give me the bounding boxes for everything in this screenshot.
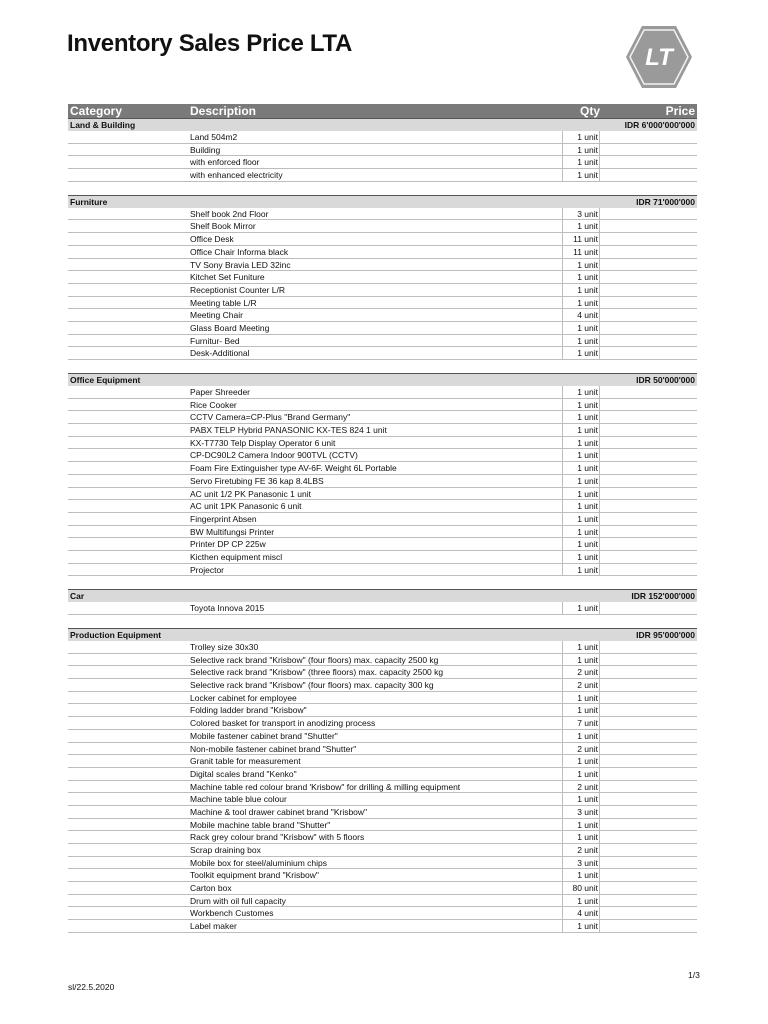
lt-logo xyxy=(625,24,693,90)
item-qty: 1 unit xyxy=(562,399,600,411)
item-description: Workbench Customes xyxy=(190,908,274,919)
category-name: Office Equipment xyxy=(70,375,141,385)
item-description: AC unit 1/2 PK Panasonic 1 unit xyxy=(190,488,311,499)
table-row xyxy=(68,131,697,144)
item-description: Machine & tool drawer cabinet brand "Krisbow" xyxy=(190,806,368,817)
table-row xyxy=(68,513,697,526)
table-row xyxy=(68,475,697,488)
item-qty: 1 unit xyxy=(562,538,600,550)
category-price: IDR 6'000'000'000 xyxy=(624,120,695,130)
section xyxy=(68,589,697,615)
section xyxy=(68,373,697,576)
item-qty: 1 unit xyxy=(562,526,600,538)
item-qty: 1 unit xyxy=(562,831,600,843)
item-qty: 1 unit xyxy=(562,564,600,576)
header-description: Description xyxy=(190,104,257,118)
item-qty: 7 unit xyxy=(562,717,600,729)
table-row xyxy=(68,882,697,895)
item-qty: 1 unit xyxy=(562,271,600,283)
item-description: Meeting table L/R xyxy=(190,297,257,308)
item-description: Fingerprint Absen xyxy=(190,513,257,524)
item-description: Office Chair Informa black xyxy=(190,246,289,257)
item-description: Printer DP CP 225w xyxy=(190,539,266,550)
table-row xyxy=(68,347,697,360)
item-description: PABX TELP Hybrid PANASONIC KX-TES 824 1 unit xyxy=(190,425,387,436)
table-row xyxy=(68,768,697,781)
item-description: Land 504m2 xyxy=(190,132,238,142)
item-description: Trolley size 30x30 xyxy=(190,642,259,652)
item-description: Office Desk xyxy=(190,234,234,245)
table-row xyxy=(68,857,697,870)
item-description: CP-DC90L2 Camera Indoor 900TVL (CCTV) xyxy=(190,450,358,461)
table-row xyxy=(68,538,697,551)
item-qty: 1 unit xyxy=(562,322,600,334)
table-row xyxy=(68,297,697,310)
item-qty: 3 unit xyxy=(562,806,600,818)
item-qty: 1 unit xyxy=(562,704,600,716)
inventory-table xyxy=(68,118,697,946)
table-row xyxy=(68,386,697,399)
table-row xyxy=(68,309,697,322)
item-description: TV Sony Bravia LED 32inc xyxy=(190,259,291,270)
table-row xyxy=(68,322,697,335)
table-row xyxy=(68,781,697,794)
item-qty: 2 unit xyxy=(562,781,600,793)
table-row xyxy=(68,437,697,450)
table-row xyxy=(68,526,697,539)
category-name: Furniture xyxy=(70,196,108,207)
category-row xyxy=(68,373,697,386)
item-qty: 1 unit xyxy=(562,284,600,296)
header-price: Price xyxy=(665,104,695,118)
table-row xyxy=(68,730,697,743)
table-header xyxy=(68,104,697,118)
item-qty: 1 unit xyxy=(562,755,600,767)
item-description: Shelf Book Mirror xyxy=(190,221,256,232)
item-qty: 1 unit xyxy=(562,895,600,907)
item-qty: 1 unit xyxy=(562,730,600,742)
item-description: Folding ladder brand "Krisbow" xyxy=(190,705,307,716)
table-row xyxy=(68,144,697,157)
table-row xyxy=(68,271,697,284)
item-qty: 1 unit xyxy=(562,220,600,232)
category-row xyxy=(68,628,697,641)
table-row xyxy=(68,831,697,844)
item-description: Digital scales brand "Kenko" xyxy=(190,768,297,779)
table-row xyxy=(68,602,697,615)
item-description: Toolkit equipment brand "Krisbow" xyxy=(190,870,319,881)
item-qty: 1 unit xyxy=(562,144,600,156)
item-qty: 2 unit xyxy=(562,679,600,691)
table-row xyxy=(68,844,697,857)
item-description: Kitchet Set Funiture xyxy=(190,272,265,283)
category-row xyxy=(68,118,697,131)
category-row xyxy=(68,589,697,602)
category-price: IDR 152'000'000 xyxy=(631,591,695,602)
table-row xyxy=(68,449,697,462)
item-description: Rack grey colour brand "Krisbow" with 5 floors xyxy=(190,832,365,843)
item-description: Non-mobile fastener cabinet brand "Shutter" xyxy=(190,743,357,754)
item-qty: 1 unit xyxy=(562,449,600,461)
item-qty: 1 unit xyxy=(562,793,600,805)
item-description: Mobile fastener cabinet brand "Shutter" xyxy=(190,730,338,741)
item-description: Furnitur- Bed xyxy=(190,335,240,346)
category-name: Car xyxy=(70,591,85,602)
item-qty: 1 unit xyxy=(562,462,600,474)
item-description: Receptionist Counter L/R xyxy=(190,284,285,295)
table-row xyxy=(68,666,697,679)
table-row xyxy=(68,335,697,348)
item-qty: 1 unit xyxy=(562,424,600,436)
item-qty: 1 unit xyxy=(562,641,600,653)
item-description: Selective rack brand "Krisbow" (three floors) max. capacity 2500 kg xyxy=(190,667,444,678)
table-row xyxy=(68,907,697,920)
table-row xyxy=(68,755,697,768)
item-description: Locker cabinet for employee xyxy=(190,692,297,703)
page-title: Inventory Sales Price LTA xyxy=(67,30,353,57)
table-row xyxy=(68,259,697,272)
table-row xyxy=(68,399,697,412)
section xyxy=(68,195,697,360)
item-qty: 1 unit xyxy=(562,475,600,487)
table-row xyxy=(68,564,697,577)
table-row xyxy=(68,743,697,756)
table-row xyxy=(68,793,697,806)
item-description: Selective rack brand "Krisbow" (four floors) max. capacity 300 kg xyxy=(190,680,434,691)
item-description: Servo Firetubing FE 36 kap 8.4LBS xyxy=(190,475,324,486)
item-qty: 11 unit xyxy=(562,246,600,258)
item-qty: 80 unit xyxy=(562,882,600,894)
category-price: IDR 50'000'000 xyxy=(636,375,695,385)
table-row xyxy=(68,641,697,654)
item-qty: 2 unit xyxy=(562,666,600,678)
table-row xyxy=(68,895,697,908)
item-description: with enforced floor xyxy=(190,157,260,168)
item-description: Colored basket for transport in anodizing process xyxy=(190,718,376,729)
section xyxy=(68,118,697,182)
item-qty: 11 unit xyxy=(562,233,600,245)
item-qty: 1 unit xyxy=(562,551,600,563)
item-qty: 1 unit xyxy=(562,513,600,525)
table-row xyxy=(68,654,697,667)
category-name: Land & Building xyxy=(70,120,136,130)
item-qty: 1 unit xyxy=(562,768,600,780)
item-description: Machine table red colour brand 'Krisbow" for drilling & milling equipment xyxy=(190,781,461,792)
item-description: CCTV Camera=CP-Plus "Brand Germany" xyxy=(190,412,351,423)
item-qty: 1 unit xyxy=(562,500,600,512)
table-row xyxy=(68,233,697,246)
item-description: Label maker xyxy=(190,921,237,932)
item-description: Mobile machine table brand "Shutter" xyxy=(190,819,331,830)
item-qty: 2 unit xyxy=(562,743,600,755)
item-description: Toyota Innova 2015 xyxy=(190,603,265,614)
category-price: IDR 71'000'000 xyxy=(636,196,695,207)
item-qty: 1 unit xyxy=(562,335,600,347)
item-description: Foam Fire Extinguisher type AV-6F. Weight 6L Portable xyxy=(190,463,397,474)
item-qty: 1 unit xyxy=(562,488,600,500)
item-qty: 4 unit xyxy=(562,907,600,919)
table-row xyxy=(68,411,697,424)
item-description: Granit table for measurement xyxy=(190,756,301,767)
table-row xyxy=(68,920,697,933)
item-qty: 1 unit xyxy=(562,347,600,359)
table-row xyxy=(68,551,697,564)
item-description: Meeting Chair xyxy=(190,310,243,321)
table-row xyxy=(68,208,697,221)
header-category: Category xyxy=(70,104,123,118)
category-row xyxy=(68,195,697,208)
item-qty: 4 unit xyxy=(562,309,600,321)
item-qty: 1 unit xyxy=(562,169,600,181)
section xyxy=(68,628,697,933)
table-row xyxy=(68,156,697,169)
footer-date: sl/22.5.2020 xyxy=(68,982,115,992)
svg-text:LT: LT xyxy=(645,44,673,71)
item-description: BW Multifungsi Printer xyxy=(190,526,275,537)
item-qty: 1 unit xyxy=(562,920,600,932)
item-qty: 1 unit xyxy=(562,819,600,831)
item-description: KX-T7730 Telp Display Operator 6 unit xyxy=(190,437,336,448)
header-qty: Qty xyxy=(579,104,600,118)
item-description: Mobile box for steel/aluminium chips xyxy=(190,857,328,868)
page-number: 1/3 xyxy=(688,970,700,980)
item-qty: 1 unit xyxy=(562,297,600,309)
table-row xyxy=(68,500,697,513)
item-qty: 3 unit xyxy=(562,208,600,220)
table-row xyxy=(68,246,697,259)
table-row xyxy=(68,284,697,297)
item-description: with enhanced electricity xyxy=(190,170,283,181)
item-description: Rice Cooker xyxy=(190,399,237,410)
table-row xyxy=(68,869,697,882)
item-description: Kicthen equipment miscl xyxy=(190,551,283,562)
item-description: Desk-Additional xyxy=(190,348,250,359)
item-qty: 1 unit xyxy=(562,156,600,168)
table-row xyxy=(68,488,697,501)
item-qty: 1 unit xyxy=(562,654,600,666)
table-row xyxy=(68,819,697,832)
item-qty: 1 unit xyxy=(562,869,600,881)
table-row xyxy=(68,220,697,233)
item-description: AC unit 1PK Panasonic 6 unit xyxy=(190,501,302,512)
table-row xyxy=(68,692,697,705)
item-qty: 1 unit xyxy=(562,131,600,143)
table-row xyxy=(68,704,697,717)
item-description: Paper Shreeder xyxy=(190,387,251,397)
table-row xyxy=(68,679,697,692)
table-row xyxy=(68,462,697,475)
item-description: Selective rack brand "Krisbow" (four floors) max. capacity 2500 kg xyxy=(190,654,439,665)
table-row xyxy=(68,717,697,730)
item-description: Carton box xyxy=(190,883,232,894)
item-description: Scrap draining box xyxy=(190,845,261,855)
item-description: Glass Board Meeting xyxy=(190,322,270,333)
table-row xyxy=(68,424,697,437)
item-description: Projector xyxy=(190,564,225,575)
item-qty: 1 unit xyxy=(562,602,600,614)
item-description: Machine table blue colour xyxy=(190,794,287,805)
item-description: Drum with oil full capacity xyxy=(190,895,286,906)
item-qty: 3 unit xyxy=(562,857,600,869)
item-description: Building xyxy=(190,144,221,155)
item-qty: 1 unit xyxy=(562,411,600,423)
category-price: IDR 95'000'000 xyxy=(636,630,695,640)
item-qty: 1 unit xyxy=(562,437,600,449)
item-qty: 1 unit xyxy=(562,386,600,398)
table-row xyxy=(68,169,697,182)
item-qty: 1 unit xyxy=(562,259,600,271)
table-row xyxy=(68,806,697,819)
category-name: Production Equipment xyxy=(70,630,162,640)
item-qty: 1 unit xyxy=(562,692,600,704)
item-qty: 2 unit xyxy=(562,844,600,856)
item-description: Shelf book 2nd Floor xyxy=(190,208,269,219)
